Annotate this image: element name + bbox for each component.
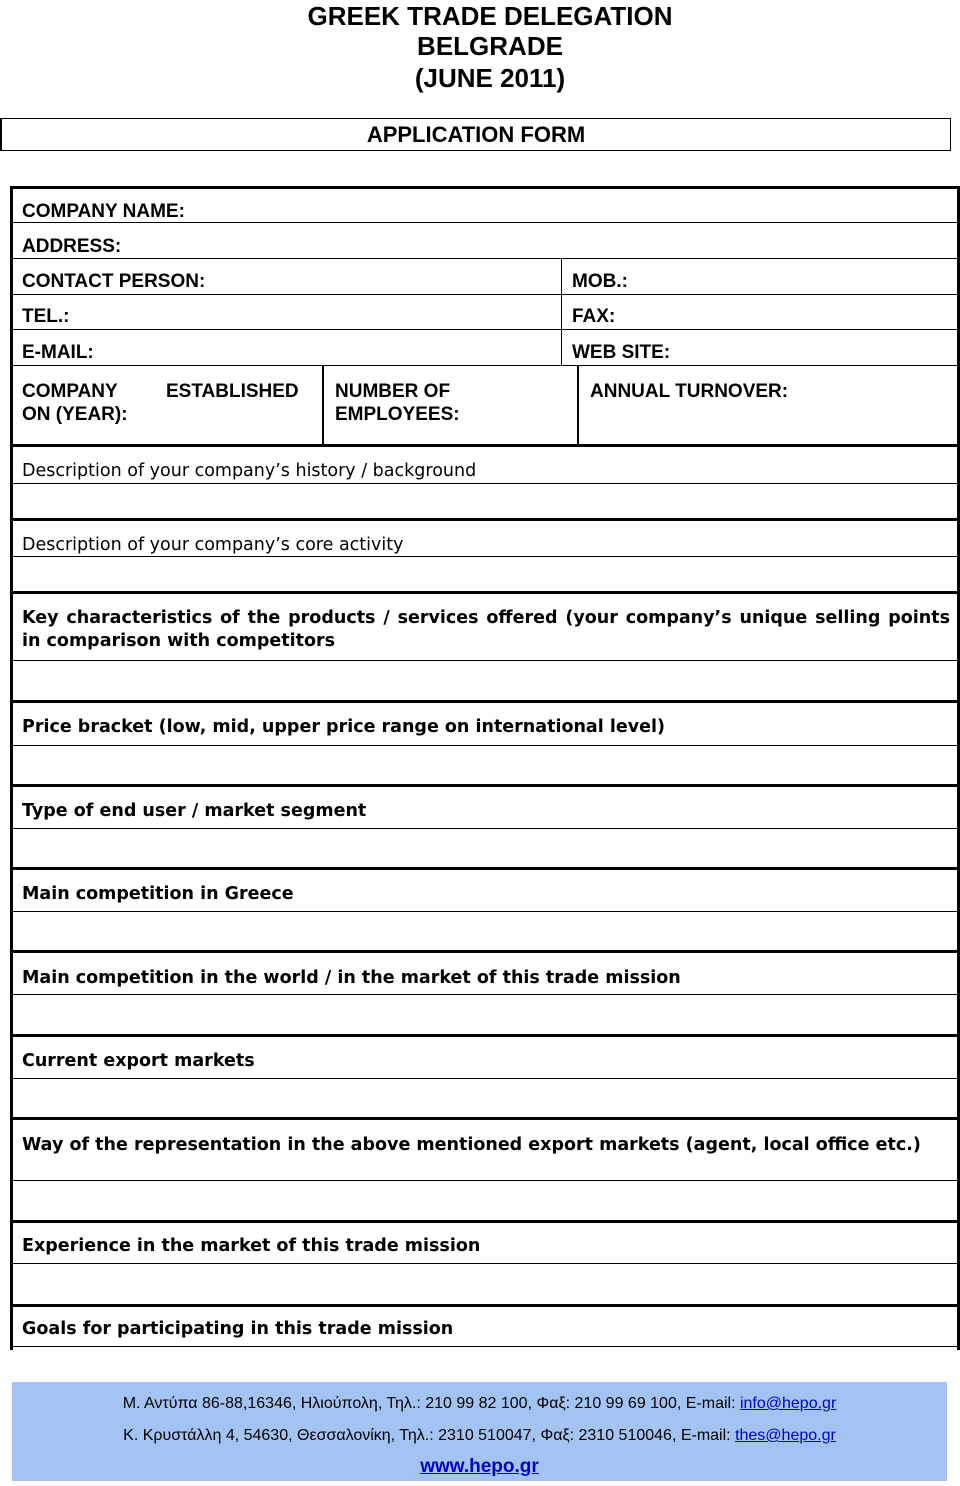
- footer-athens-address: Μ. Αντύπα 86-88,16346, Ηλιούπολη, Τηλ.: 210 99 82 100, Φαξ: 210 99 69 100, E-mail:: [122, 1395, 740, 1412]
- end-user-answer-field[interactable]: [13, 829, 957, 867]
- section-competition-greece-label: Main competition in Greece: [22, 884, 294, 904]
- application-form-title: APPLICATION FORM: [0, 118, 951, 151]
- competition-world-answer-field[interactable]: [13, 995, 957, 1034]
- footer-thessaloniki-line: [12, 1427, 947, 1445]
- price-bracket-answer-field[interactable]: [13, 746, 957, 784]
- mobile-label: MOB.:: [572, 271, 628, 292]
- fax-label: FAX:: [572, 306, 616, 327]
- employees-label-1: NUMBER OF: [335, 381, 451, 402]
- tel-label: TEL.:: [22, 306, 70, 327]
- established-label-3: ON (YEAR):: [22, 404, 128, 425]
- section-core-activity-label: Description of your company’s core activity: [22, 535, 404, 555]
- section-end-user-label: Type of end user / market segment: [22, 801, 367, 821]
- export-markets-answer-field[interactable]: [13, 1079, 957, 1117]
- experience-answer-field[interactable]: [13, 1264, 957, 1304]
- section-history-label: Description of your company’s history / background: [22, 461, 477, 481]
- key-characteristics-answer-field[interactable]: [13, 661, 957, 700]
- contact-person-label: CONTACT PERSON:: [22, 271, 206, 292]
- section-experience-label: Experience in the market of this trade mission: [22, 1236, 481, 1256]
- employees-label-2: EMPLOYEES:: [335, 404, 460, 425]
- section-competition-world-label: Main competition in the world / in the market of this trade mission: [22, 968, 681, 988]
- footer-contact-box: [12, 1382, 947, 1481]
- section-price-bracket-label: Price bracket (low, mid, upper price range on international level): [22, 717, 665, 737]
- section-goals-label: Goals for participating in this trade mission: [22, 1319, 454, 1339]
- thessaloniki-email-link[interactable]: thes@hepo.gr: [735, 1427, 836, 1444]
- established-label-1: COMPANY: [22, 381, 118, 402]
- footer-website-line: [12, 1456, 947, 1478]
- athens-email-link[interactable]: info@hepo.gr: [739, 1395, 837, 1412]
- core-activity-answer-field[interactable]: [13, 557, 957, 591]
- section-representation-label: Way of the representation in the above mentioned export markets (agent, local office etc.): [22, 1135, 921, 1155]
- representation-answer-field[interactable]: [13, 1181, 957, 1220]
- address-label: ADDRESS:: [22, 236, 122, 257]
- title-line-3: (JUNE 2011): [414, 63, 566, 93]
- section-export-markets-label: Current export markets: [22, 1051, 255, 1071]
- established-label-2: ESTABLISHED: [166, 381, 299, 402]
- history-answer-field[interactable]: [13, 484, 957, 518]
- title-line-1: GREEK TRADE DELEGATION: [307, 1, 673, 31]
- competition-greece-answer-field[interactable]: [13, 912, 957, 950]
- company-name-label: COMPANY NAME:: [22, 201, 185, 222]
- email-label: E-MAIL:: [22, 342, 94, 363]
- website-label: WEB SITE:: [572, 342, 671, 363]
- title-line-2: BELGRADE: [417, 31, 563, 61]
- footer-athens-line: [12, 1395, 947, 1413]
- turnover-label: ANNUAL TURNOVER:: [590, 381, 789, 402]
- section-key-characteristics-label: Key characteristics of the products / services offered (your company’s unique selling points in comparison with competitors: [22, 608, 950, 651]
- footer-thessaloniki-address: Κ. Κρυστάλλη 4, 54630, Θεσσαλονίκη, Τηλ.: 2310 510047, Φαξ: 2310 510046, E-mail:: [123, 1427, 736, 1444]
- website-link[interactable]: www.hepo.gr: [420, 1456, 539, 1477]
